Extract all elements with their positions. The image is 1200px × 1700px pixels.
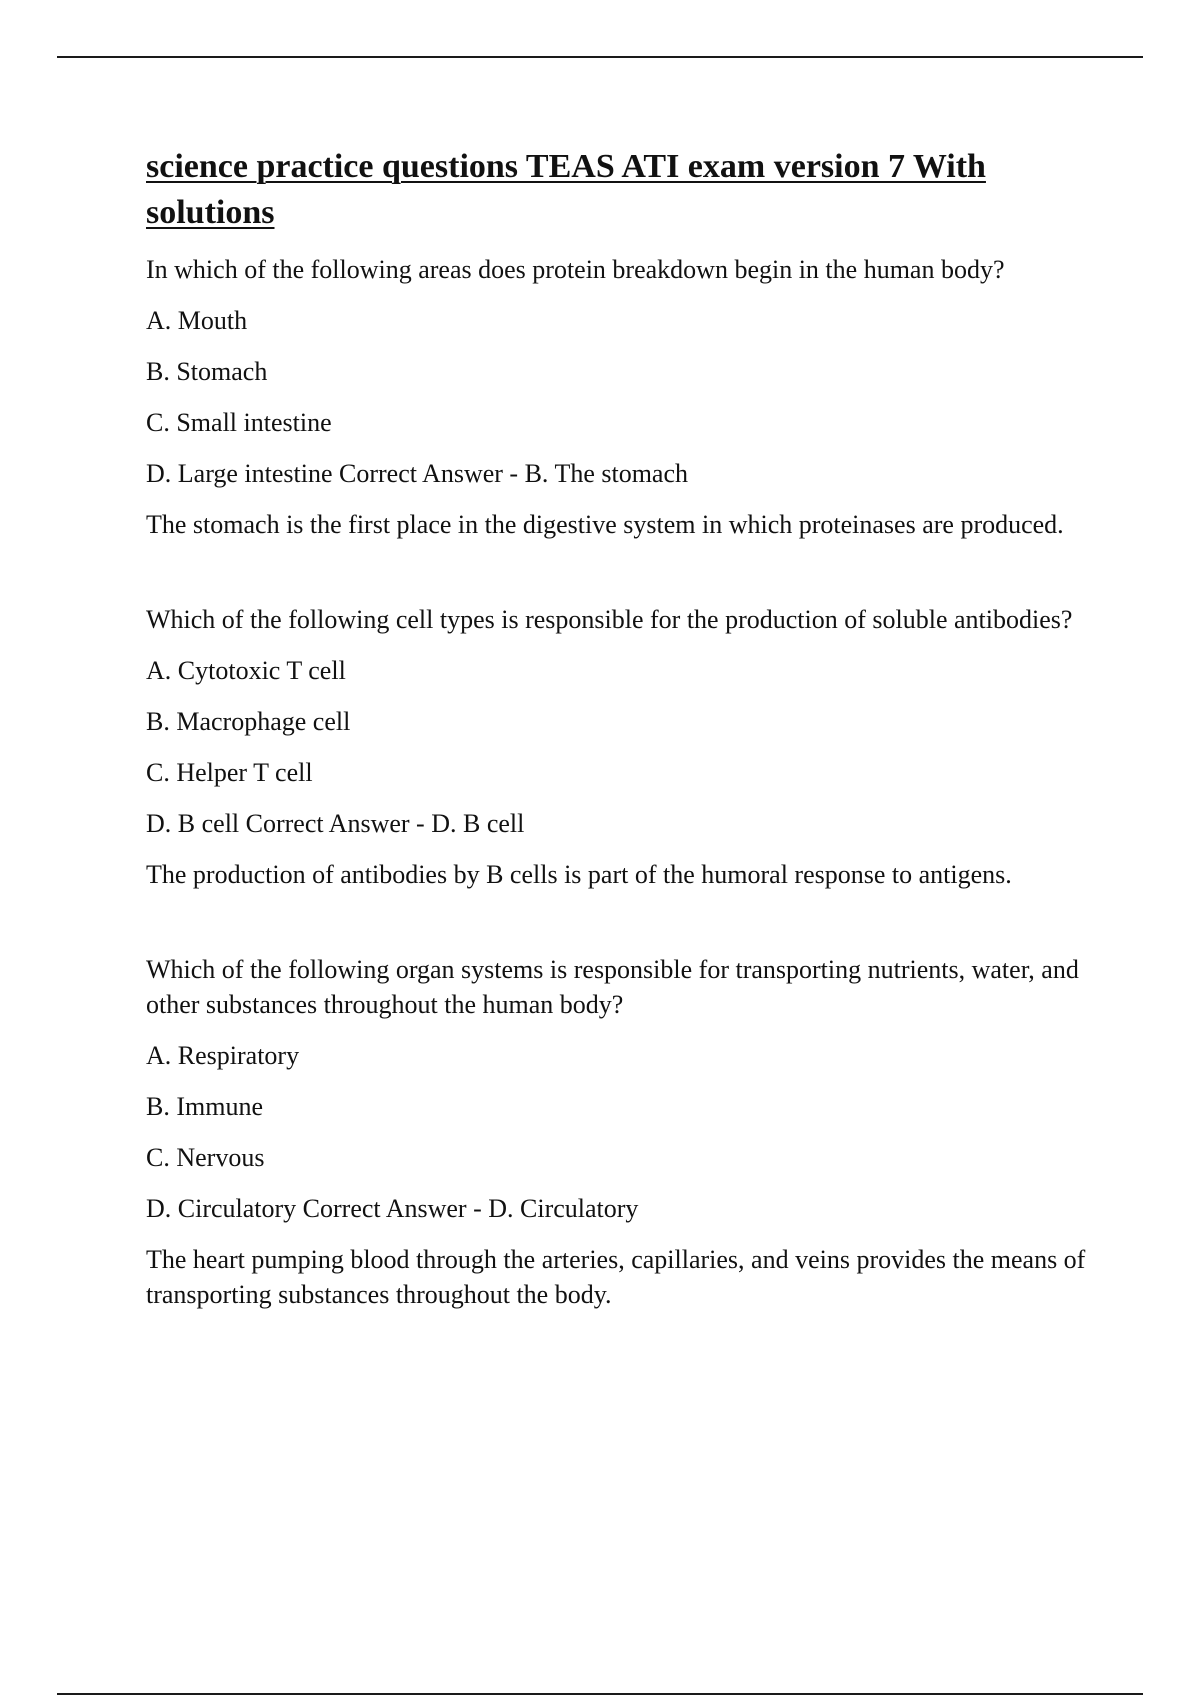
page-top-rule bbox=[57, 56, 1143, 58]
answer-options bbox=[146, 1038, 1106, 1226]
question-prompt: Which of the following cell types is responsible for the production of soluble antibodies? bbox=[146, 605, 1073, 634]
page-bottom-rule bbox=[57, 1693, 1143, 1695]
answer-explanation: The production of antibodies by B cells is part of the humoral response to antigens. bbox=[146, 860, 1012, 889]
option-b: B. Stomach bbox=[146, 357, 268, 386]
option-a: A. Respiratory bbox=[146, 1041, 300, 1070]
question-prompt: In which of the following areas does protein breakdown begin in the human body? bbox=[146, 255, 1005, 284]
option-c: C. Small intestine bbox=[146, 408, 332, 437]
answer-explanation: The heart pumping blood through the arteries, capillaries, and veins provides the means of transporting substances throughout the body. bbox=[146, 1245, 1086, 1309]
option-a: A. Cytotoxic T cell bbox=[146, 656, 346, 685]
question-prompt: Which of the following organ systems is responsible for transporting nutrients, water, and other substances throughout the human body? bbox=[146, 955, 1079, 1019]
option-b: B. Immune bbox=[146, 1092, 263, 1121]
question-3 bbox=[146, 952, 1106, 1312]
question-2 bbox=[146, 602, 1106, 892]
document-title: science practice questions TEAS ATI exam version 7 With solutions bbox=[146, 148, 986, 231]
option-d-with-correct-answer: D. Circulatory Correct Answer - D. Circulatory bbox=[146, 1194, 639, 1223]
answer-options bbox=[146, 303, 1106, 491]
document-body bbox=[146, 144, 1106, 1328]
option-a: A. Mouth bbox=[146, 306, 248, 335]
question-1 bbox=[146, 252, 1106, 542]
option-c: C. Helper T cell bbox=[146, 758, 313, 787]
option-b: B. Macrophage cell bbox=[146, 707, 351, 736]
answer-options bbox=[146, 653, 1106, 841]
option-c: C. Nervous bbox=[146, 1143, 265, 1172]
answer-explanation: The stomach is the first place in the digestive system in which proteinases are produced. bbox=[146, 510, 1064, 539]
option-d-with-correct-answer: D. Large intestine Correct Answer - B. The stomach bbox=[146, 459, 689, 488]
option-d-with-correct-answer: D. B cell Correct Answer - D. B cell bbox=[146, 809, 525, 838]
